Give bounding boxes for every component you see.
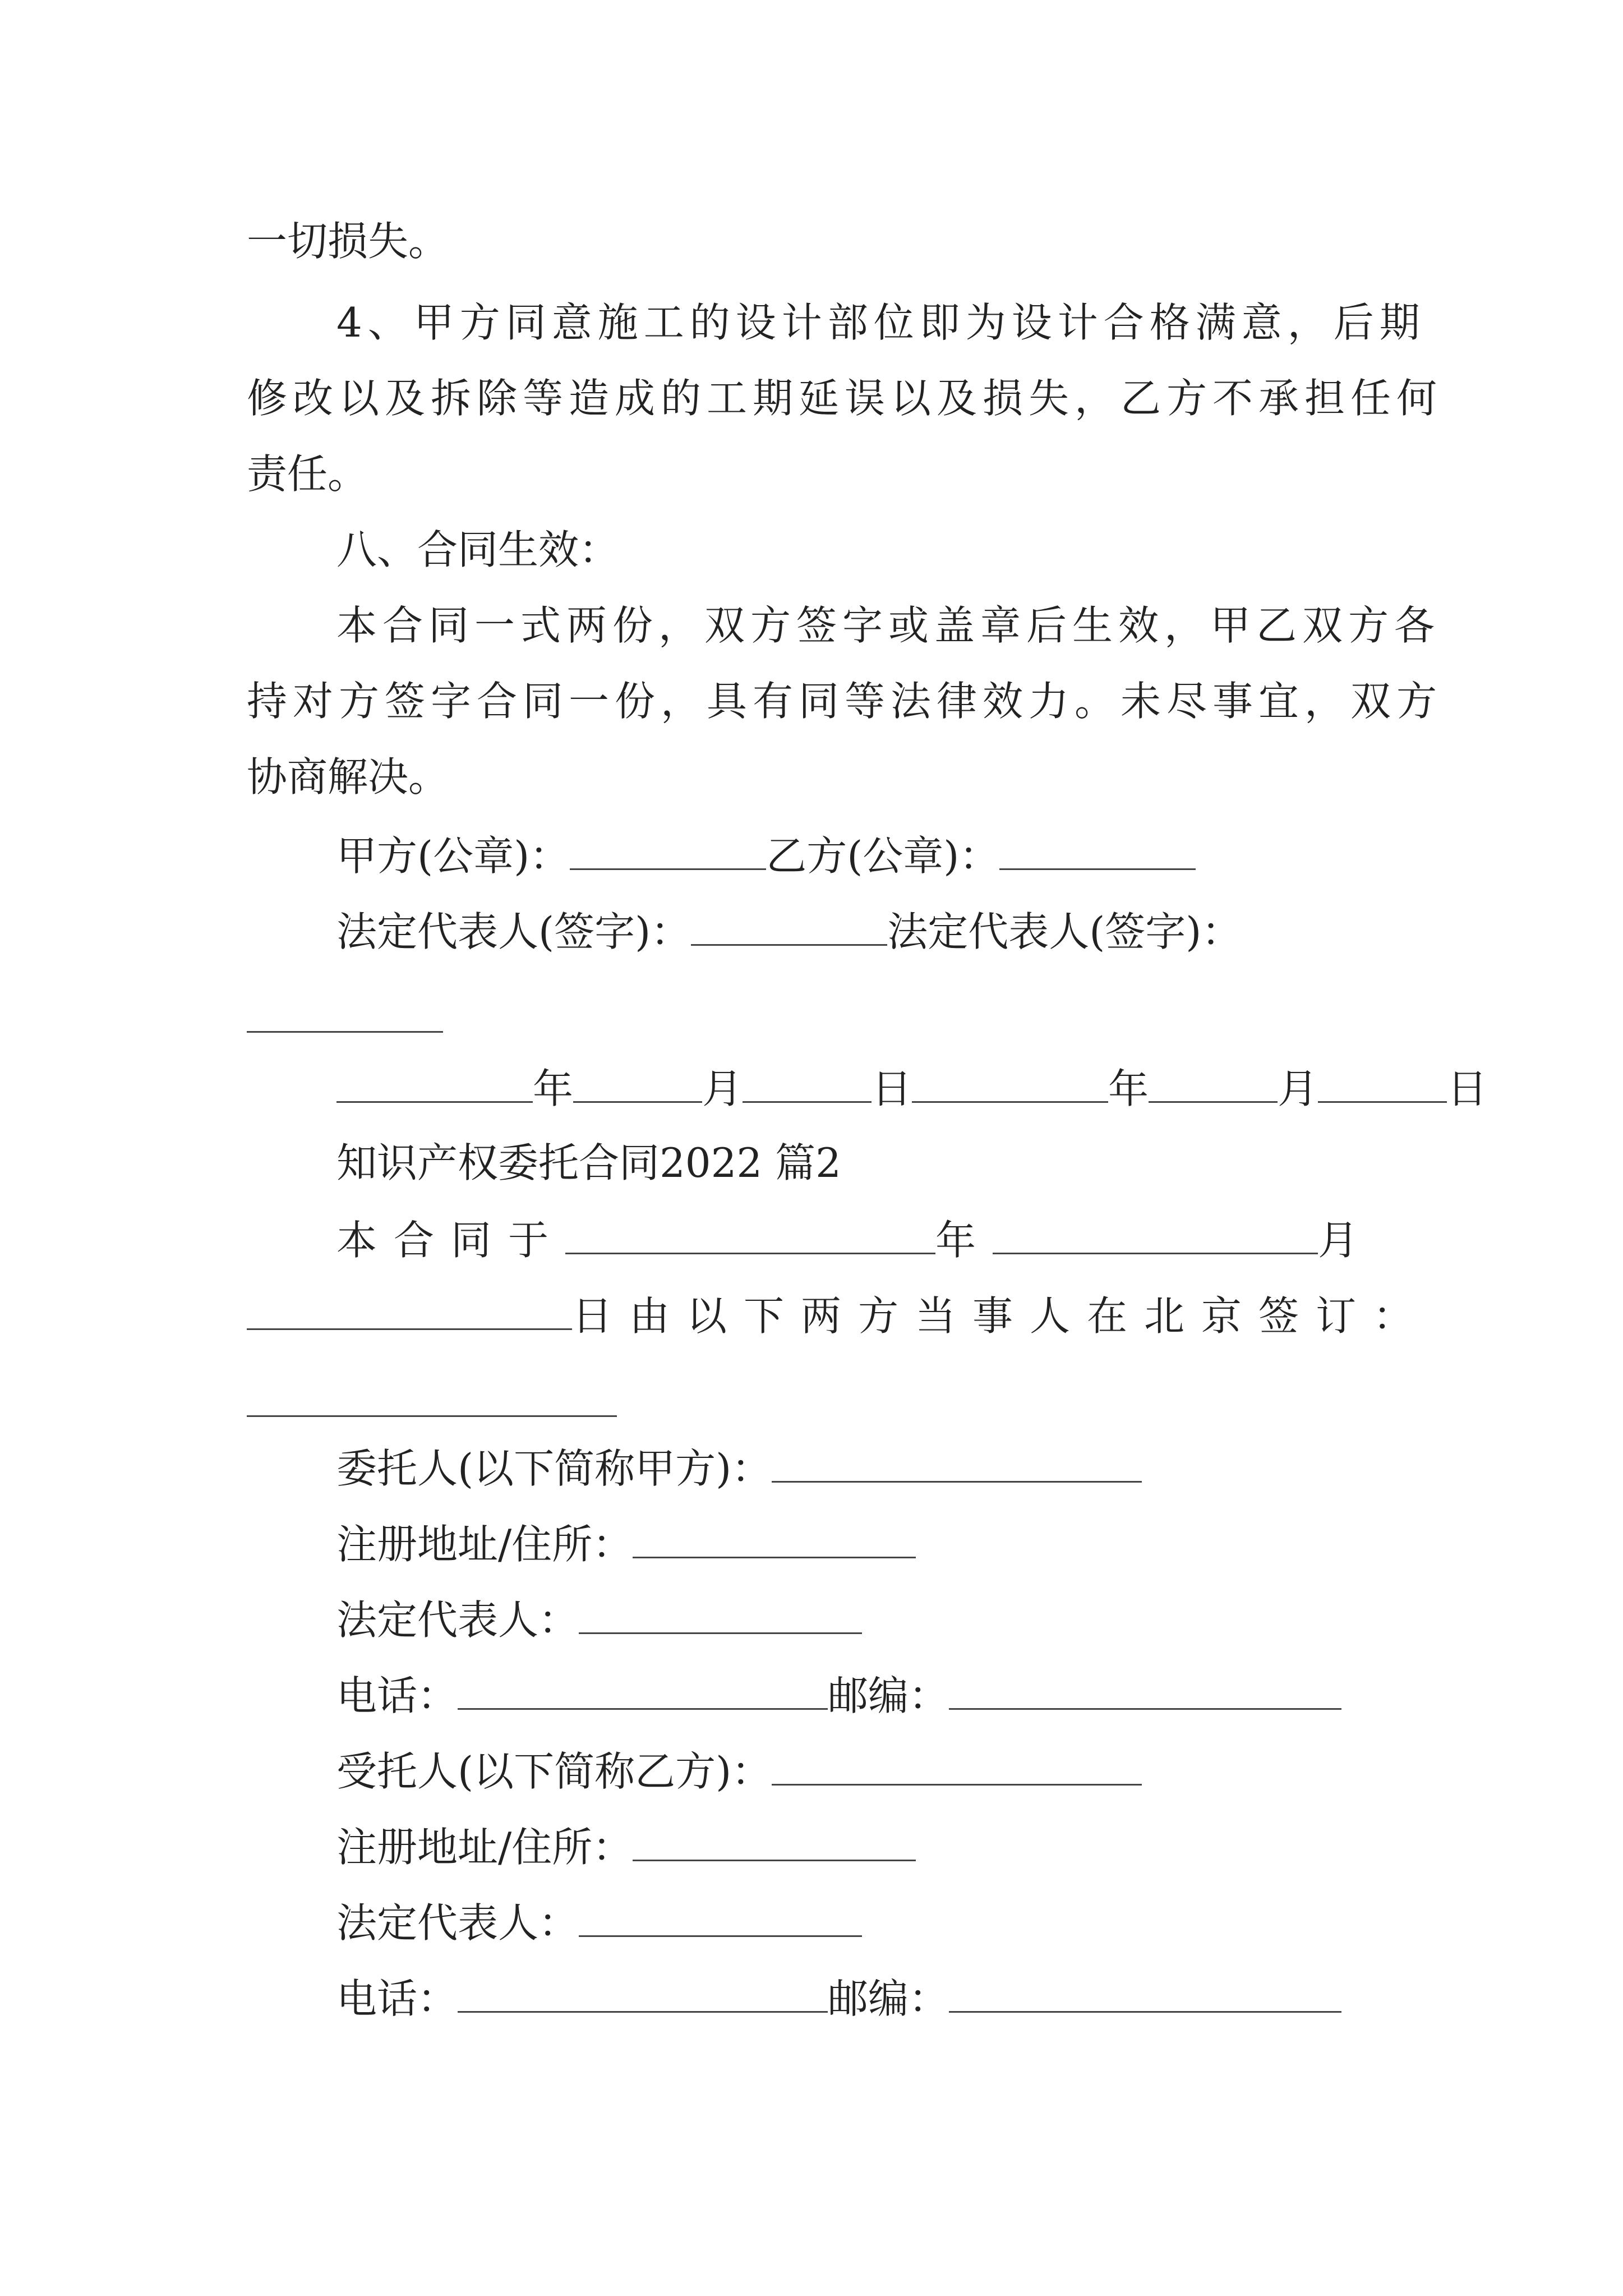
- paragraph-line: 修改以及拆除等造成的工期延误以及损失，乙方不承担任何: [247, 375, 1443, 422]
- client-rep-line: [336, 1593, 862, 1645]
- year-blank: [336, 1062, 533, 1103]
- year-label: 年: [533, 1065, 574, 1112]
- month-label: 月: [702, 1065, 743, 1112]
- intro-month-label: 月: [1318, 1217, 1376, 1264]
- party-a-seal-label: 甲方(公章)：: [336, 832, 570, 880]
- agent-phone-line: [336, 1972, 1341, 2024]
- agent-address-line: [336, 1820, 916, 1872]
- contract-heading: 知识产权委托合同2022 篇2: [336, 1139, 841, 1186]
- party-a-seal-blank: [570, 829, 766, 870]
- paragraph-line: 一切损失。: [247, 218, 449, 265]
- agent-rep-label: 法定代表人：: [336, 1899, 579, 1947]
- section-heading: 八、合同生效：: [336, 526, 620, 573]
- day-blank: [743, 1062, 872, 1103]
- client-rep-blank: [579, 1593, 862, 1634]
- client-postcode-label: 邮编：: [828, 1672, 949, 1719]
- client-postcode-blank: [949, 1669, 1341, 1710]
- agent-postcode-blank: [949, 1972, 1341, 2013]
- paragraph-line: 协商解决。: [247, 753, 449, 800]
- party-b-rep-label: 法定代表人(签字)：: [887, 908, 1242, 955]
- agent-phone-blank: [458, 1972, 828, 2013]
- day-label: 日: [872, 1065, 912, 1112]
- intro-text: 本合同于: [336, 1217, 566, 1264]
- year-label: 年: [1108, 1065, 1149, 1112]
- client-address-blank: [633, 1517, 916, 1558]
- client-phone-label: 电话：: [336, 1672, 458, 1719]
- location-blank: [247, 1415, 617, 1417]
- month-blank: [573, 1062, 702, 1103]
- client-line: [336, 1442, 1142, 1494]
- agent-blank: [772, 1745, 1142, 1786]
- intro-day-blank: [247, 1289, 572, 1330]
- intro-text: 日由以下两方当事人在北京签订：: [572, 1292, 1431, 1340]
- year-blank: [912, 1062, 1108, 1103]
- agent-postcode-label: 邮编：: [828, 1975, 949, 2022]
- paragraph-line: 4、甲方同意施工的设计部位即为设计合格满意，后期: [336, 299, 1426, 346]
- client-address-line: [336, 1517, 916, 1570]
- party-b-seal-label: 乙方(公章)：: [766, 832, 1000, 880]
- month-blank: [1149, 1062, 1278, 1103]
- party-b-seal-blank: [999, 829, 1196, 870]
- paragraph-line: 本合同一式两份，双方签字或盖章后生效，甲乙双方各: [336, 602, 1441, 649]
- client-phone-line: [336, 1669, 1341, 1721]
- signature-line: [336, 829, 1196, 881]
- client-rep-label: 法定代表人：: [336, 1596, 579, 1644]
- day-label: 日: [1447, 1065, 1488, 1112]
- intro-line: [247, 1289, 1430, 1341]
- intro-year-blank: [565, 1213, 935, 1254]
- client-label: 委托人(以下简称甲方)：: [336, 1445, 772, 1492]
- agent-label: 受托人(以下简称乙方)：: [336, 1748, 772, 1795]
- intro-year-label: 年: [935, 1217, 993, 1264]
- date-line: [336, 1062, 1487, 1114]
- client-blank: [772, 1442, 1142, 1483]
- party-a-rep-blank: [691, 905, 887, 946]
- month-label: 月: [1278, 1065, 1318, 1112]
- intro-line: [336, 1213, 1375, 1266]
- day-blank: [1318, 1062, 1447, 1103]
- agent-line: [336, 1745, 1142, 1797]
- representative-line: [336, 905, 1242, 957]
- party-b-rep-blank: [247, 1031, 443, 1033]
- paragraph-line: 持对方签字合同一份，具有同等法律效力。未尽事宜，双方: [247, 678, 1443, 725]
- intro-month-blank: [993, 1213, 1318, 1254]
- paragraph-line: 责任。: [247, 450, 368, 498]
- agent-address-label: 注册地址/住所：: [336, 1824, 633, 1871]
- party-a-rep-label: 法定代表人(签字)：: [336, 908, 691, 955]
- agent-phone-label: 电话：: [336, 1975, 458, 2022]
- agent-rep-blank: [579, 1896, 862, 1937]
- agent-address-blank: [633, 1820, 916, 1861]
- client-phone-blank: [458, 1669, 828, 1710]
- agent-rep-line: [336, 1896, 862, 1948]
- client-address-label: 注册地址/住所：: [336, 1521, 633, 1568]
